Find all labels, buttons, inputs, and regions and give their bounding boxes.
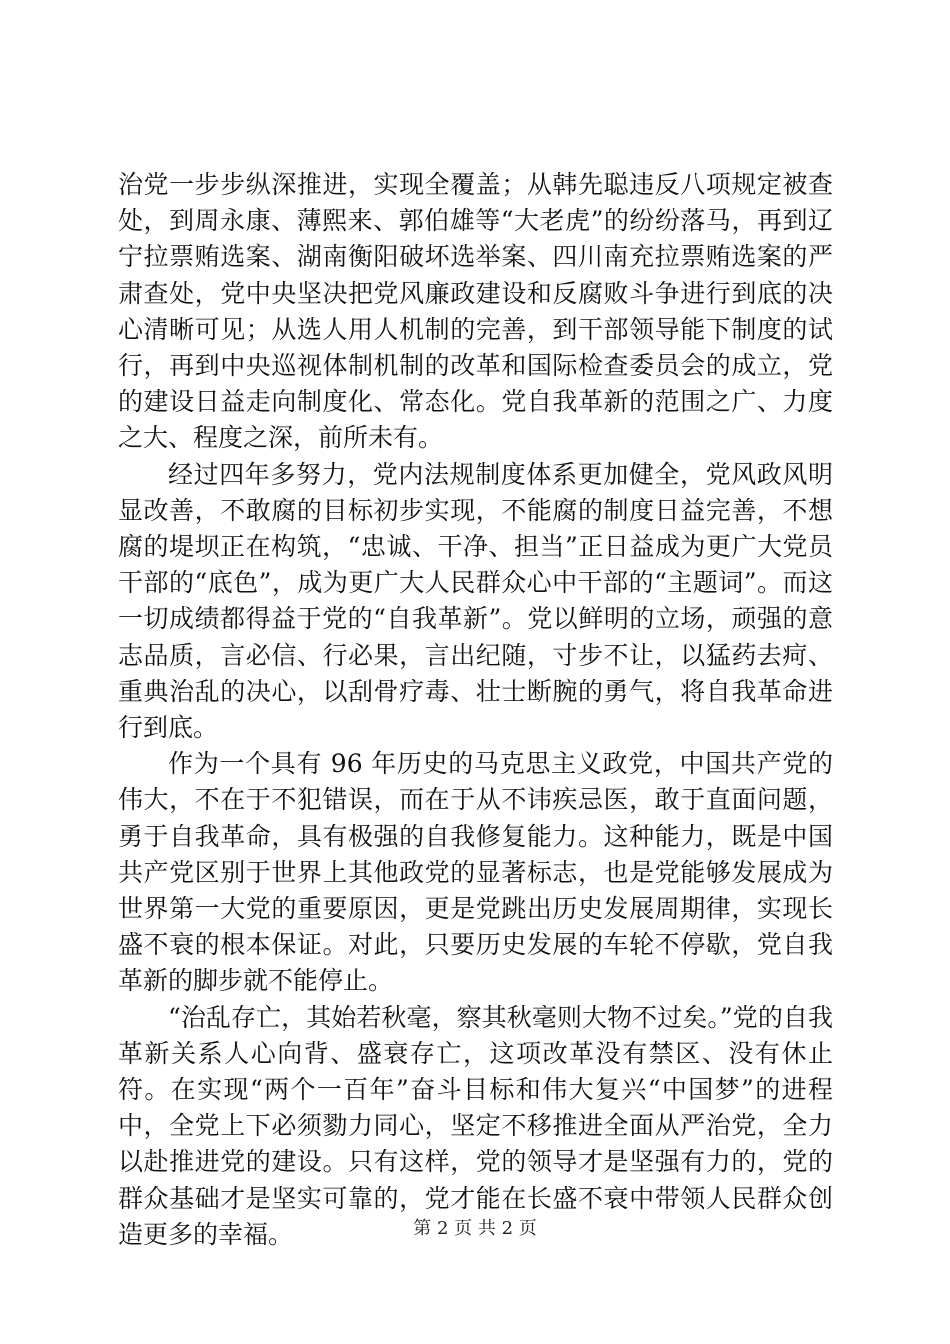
paragraph: 经过四年多努力，党内法规制度体系更加健全，党风政风明显改善，不敢腐的目标初步实现，不能腐的制度日益完善，不想腐的堤坝正在构筑，“忠诚、干净、担当”正日益成为更广大党员干部的“底色”，成为更广大人民群众心中干部的“主题词”。而这一切成绩都得益于党的“自我革新”。党以鲜明的立场，顽强的意志品质，言必信、行必果，言出纪随，寸步不让，以猛药去疴、重典治乱的决心，以刮骨疗毒、壮士断腕的勇气，将自我革命进行到底。 bbox=[118, 459, 833, 743]
page-footer: 第 2 页 共 2 页 bbox=[413, 1218, 537, 1239]
document-body bbox=[118, 167, 833, 1253]
paragraph-continuation: 治党一步步纵深推进，实现全覆盖；从韩先聪违反八项规定被查处，到周永康、薄熙来、郭伯雄等“大老虎”的纷纷落马，再到辽宁拉票贿选案、湖南衡阳破坏选举案、四川南充拉票贿选案的严肃查处，党中央坚决把党风廉政建设和反腐败斗争进行到底的决心清晰可见；从选人用人机制的完善，到干部领导能下制度的试行，再到中央巡视体制机制的改革和国际检查委员会的成立，党的建设日益走向制度化、常态化。党自我革新的范围之广、力度之大、程度之深，前所未有。 bbox=[118, 170, 833, 453]
paragraph: “治乱存亡，其始若秋毫，察其秋毫则大物不过矣。”党的自我革新关系人心向背、盛衰存亡，这项改革没有禁区、没有休止符。在实现“两个一百年”奋斗目标和伟大复兴“中国梦”的进程中，全党上下必须勠力同心，坚定不移推进全面从严治党，全力以赴推进党的建设。只有这样，党的领导才是坚强有力的，党的群众基础才是坚实可靠的，党才能在长盛不衰中带领人民群众创造更多的幸福。 bbox=[118, 1002, 833, 1249]
paragraph: 作为一个具有 96 年历史的马克思主义政党，中国共产党的伟大，不在于不犯错误，而在于从不讳疾忌医，敢于直面问题，勇于自我革命，具有极强的自我修复能力。这种能力，既是中国共产党区别于世界上其他政党的显著标志，也是党能够发展成为世界第一大党的重要原因，更是党跳出历史发展周期律，实现长盛不衰的根本保证。对此，只要历史发展的车轮不停歇，党自我革新的脚步就不能停止。 bbox=[118, 749, 833, 996]
